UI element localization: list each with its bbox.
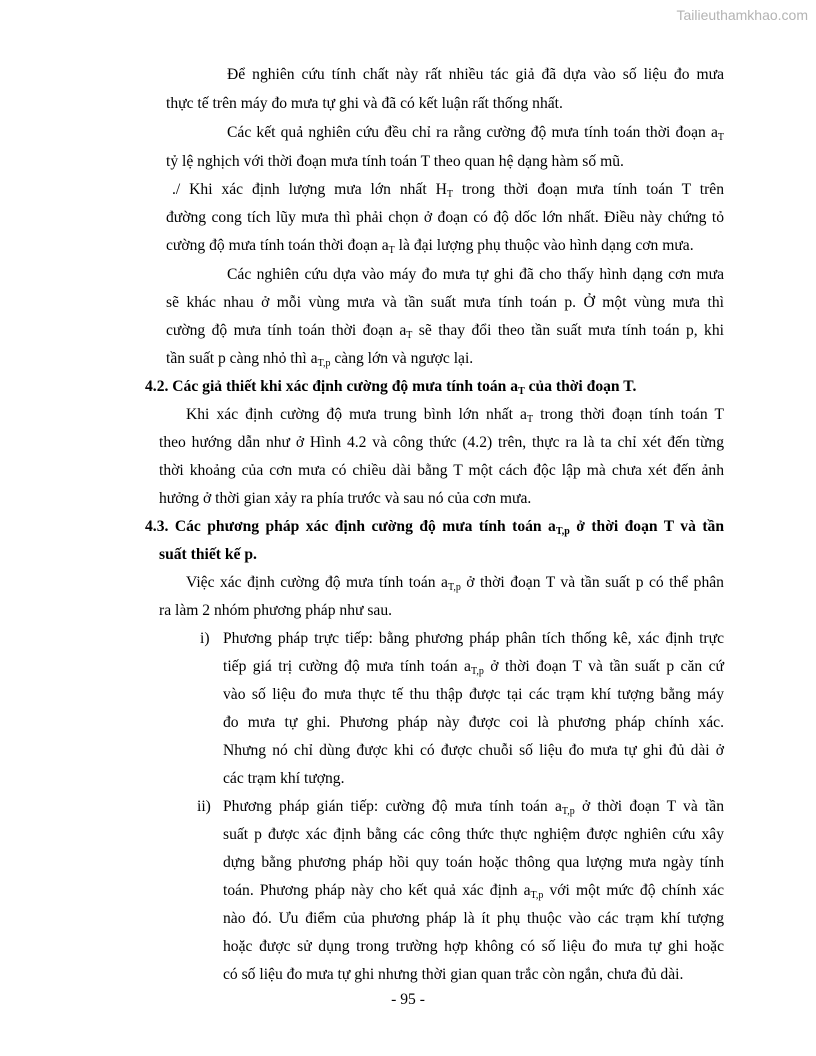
paragraph-line: Để nghiên cứu tính chất này rất nhiều tác giả đã dựa vào số liệu đo mưa [227, 66, 724, 83]
watermark: Tailieuthamkhao.com [676, 7, 808, 23]
list-item-line: Phương pháp gián tiếp: cường độ mưa tính toán $a_{T,p}$ ở thời đoạn T và tần [223, 798, 725, 817]
list-item-line: hoặc được sử dụng trong trường hợp không có số liệu đo mưa tự ghi hoặc [223, 938, 724, 955]
list-item-line: các trạm khí tượng. [223, 770, 345, 787]
paragraph-line: ./ Khi xác định lượng mưa lớn nhất $H_T$ trong thời đoạn mưa tính toán T trên [172, 181, 724, 200]
section-heading-4-3-cont: suất thiết kế p. [159, 546, 257, 563]
list-marker-ii: ii) [197, 798, 211, 815]
paragraph-line: đường cong tích lũy mưa thì phải chọn ở đoạn có độ dốc lớn nhất. Điều này chứng tỏ [166, 209, 724, 226]
list-item-line: có số liệu đo mưa tự ghi nhưng thời gian quan trắc còn ngắn, chưa đủ dài. [223, 966, 684, 983]
paragraph-line: thực tế trên máy đo mưa tự ghi và đã có kết luận rất thống nhất. [166, 95, 563, 112]
paragraph-line: tỷ lệ nghịch với thời đoạn mưa tính toán T theo quan hệ dạng hàm số mũ. [166, 153, 624, 170]
page-number: - 95 - [391, 991, 425, 1008]
section-heading-4-3: 4.3. Các phương pháp xác định cường độ mưa tính toán $a_{T,p}$ ở thời đoạn T và tần [145, 518, 724, 537]
list-item-line: đo mưa tự ghi. Phương pháp này được coi là phương pháp chính xác. [223, 714, 724, 731]
paragraph-line: theo hướng dẫn như ở Hình 4.2 và công thức (4.2) trên, thực ra là ta chỉ xét đến từng [159, 434, 724, 451]
list-marker-i: i) [200, 630, 210, 647]
paragraph-line: hưởng ở thời gian xảy ra phía trước và sau nó của cơn mưa. [159, 490, 532, 507]
paragraph-line: ra làm 2 nhóm phương pháp như sau. [159, 602, 393, 619]
list-item-line: Nhưng nó chỉ dùng được khi có được chuỗi số liệu đo mưa tự ghi đủ dài ở [223, 742, 724, 759]
list-item-line: dựng bằng phương pháp hồi quy toán hoặc thông qua lượng mưa ngày tính [223, 854, 724, 871]
list-item-line: suất p được xác định bằng các công thức thực nghiệm được nghiên cứu xây [223, 826, 724, 843]
list-item-line: tiếp giá trị cường độ mưa tính toán $a_{T,p}$ ở thời đoạn T và tần suất p căn cứ [223, 658, 724, 677]
paragraph-line: sẽ khác nhau ở mỗi vùng mưa và tần suất mưa tính toán p. Ở một vùng mưa thì [166, 294, 724, 311]
paragraph-line: Các nghiên cứu dựa vào máy đo mưa tự ghi đã cho thấy hình dạng cơn mưa [227, 266, 724, 283]
paragraph-line: Khi xác định cường độ mưa trung bình lớn nhất $a_T$ trong thời đoạn tính toán T [186, 406, 724, 425]
paragraph-line: cường độ mưa tính toán thời đoạn $a_T$ sẽ thay đổi theo tần suất mưa tính toán p, khi [166, 322, 724, 341]
paragraph-line: Các kết quả nghiên cứu đều chỉ ra rằng cường độ mưa tính toán thời đoạn $a_T$ [227, 124, 724, 143]
list-item-line: toán. Phương pháp này cho kết quả xác định $a_{T,p}$ với một mức độ chính xác [223, 882, 724, 901]
paragraph-line: cường độ mưa tính toán thời đoạn $a_T$ là đại lượng phụ thuộc vào hình dạng cơn mưa. [166, 237, 694, 256]
section-heading-4-2: 4.2. Các giả thiết khi xác định cường độ mưa tính toán $a_T$ của thời đoạn T. [145, 378, 637, 397]
paragraph-line: tần suất p càng nhỏ thì $a_{T,p}$ càng lớn và ngược lại. [166, 350, 474, 369]
list-item-line: nào đó. Ưu điểm của phương pháp là ít phụ thuộc vào các trạm khí tượng [223, 910, 724, 927]
list-item-line: vào số liệu đo mưa thực tế thu thập được tại các trạm khí tượng bằng máy [223, 686, 724, 703]
paragraph-line: thời khoảng của cơn mưa có chiều dài bằng T một cách độc lập mà chưa xét đến ảnh [159, 462, 724, 479]
list-item-line: Phương pháp trực tiếp: bằng phương pháp phân tích thống kê, xác định trực [223, 630, 724, 647]
paragraph-line: Việc xác định cường độ mưa tính toán $a_{T,p}$ ở thời đoạn T và tần suất p có thể phân [186, 574, 724, 593]
